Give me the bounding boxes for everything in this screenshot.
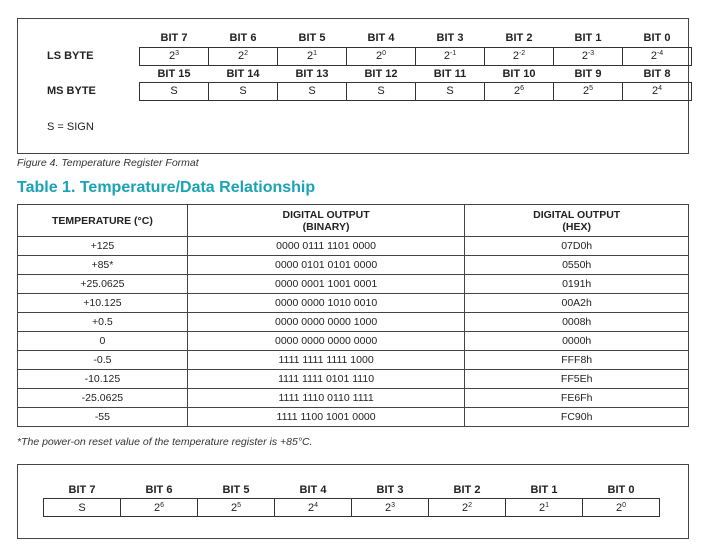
ls-bit-header: BIT 4 bbox=[367, 32, 395, 45]
binary-cell: 1111 1111 1111 1000 bbox=[187, 351, 465, 370]
binary-cell: 1111 1100 1001 0000 bbox=[187, 408, 465, 427]
temperature-cell: +85* bbox=[18, 256, 188, 275]
table1-footnote: *The power-on reset value of the temperature register is +85°C. bbox=[17, 436, 313, 448]
fig5-bit-header: BIT 0 bbox=[607, 484, 635, 496]
table-row bbox=[18, 275, 689, 294]
fig5-bit-header: BIT 4 bbox=[299, 484, 327, 496]
ls-bit-header: BIT 5 bbox=[298, 32, 326, 45]
hex-cell: 0550h bbox=[465, 256, 689, 275]
col-header-hex: DIGITAL OUTPUT (HEX) bbox=[465, 205, 689, 237]
temperature-cell: -55 bbox=[18, 408, 188, 427]
ls-bit-header: BIT 1 bbox=[574, 32, 602, 45]
temperature-cell: +10.125 bbox=[18, 294, 188, 313]
binary-cell: 1111 1110 0110 1111 bbox=[187, 389, 465, 408]
ls-bit-header: BIT 7 bbox=[160, 32, 188, 45]
hex-cell: FFF8h bbox=[465, 351, 689, 370]
ms-bit-value: $2^4$ bbox=[623, 82, 692, 100]
fig5-bit-value: $2^5$ bbox=[198, 499, 275, 517]
ms-bit-value: S bbox=[278, 82, 347, 100]
table-row bbox=[18, 294, 689, 313]
tos-register-format bbox=[43, 482, 660, 517]
binary-cell: 1111 1111 0101 1110 bbox=[187, 370, 465, 389]
ms-bit-value: $2^6$ bbox=[485, 82, 554, 100]
fig5-bit-value: $2^3$ bbox=[352, 499, 429, 517]
temperature-cell: 0 bbox=[18, 332, 188, 351]
table-header-row bbox=[18, 205, 689, 237]
ls-bit-header: BIT 6 bbox=[229, 32, 257, 45]
ls-bit-value: $2^0$ bbox=[347, 47, 416, 65]
table-row bbox=[18, 332, 689, 351]
ms-bit-value: S bbox=[347, 82, 416, 100]
table-row bbox=[18, 408, 689, 427]
fig5-bit-value: S bbox=[44, 499, 121, 517]
ls-byte-label: LS BYTE bbox=[47, 50, 94, 62]
hex-cell: FF5Eh bbox=[465, 370, 689, 389]
binary-cell: 0000 0000 0000 0000 bbox=[187, 332, 465, 351]
ls-bit-header: BIT 2 bbox=[505, 32, 533, 45]
fig5-bit-value: $2^6$ bbox=[121, 499, 198, 517]
ms-bit-header: BIT 15 bbox=[157, 67, 191, 80]
fig5-bit-header: BIT 5 bbox=[222, 484, 250, 496]
ls-bit-value: $2^{-4}$ bbox=[623, 47, 692, 65]
binary-cell: 0000 0001 1001 0001 bbox=[187, 275, 465, 294]
ms-bit-value: S bbox=[209, 82, 278, 100]
hex-cell: FE6Fh bbox=[465, 389, 689, 408]
ls-bit-header: BIT 0 bbox=[643, 32, 671, 45]
ls-bit-header: BIT 3 bbox=[436, 32, 464, 45]
ms-bit-value: S bbox=[140, 82, 209, 100]
fig5-header-row bbox=[44, 482, 660, 499]
ls-bit-value: $2^{-2}$ bbox=[485, 47, 554, 65]
table-row bbox=[18, 237, 689, 256]
table1-title: Table 1. Temperature/Data Relationship bbox=[17, 179, 316, 196]
table-row bbox=[18, 351, 689, 370]
hex-cell: 0000h bbox=[465, 332, 689, 351]
ms-bit-value: S bbox=[416, 82, 485, 100]
table-row bbox=[18, 370, 689, 389]
ms-bit-header: BIT 14 bbox=[226, 67, 260, 80]
ms-bit-header: BIT 9 bbox=[574, 67, 602, 80]
figure4-caption: Figure 4. Temperature Register Format bbox=[17, 157, 199, 169]
temperature-cell: +0.5 bbox=[18, 313, 188, 332]
fig5-bit-value: $2^2$ bbox=[429, 499, 506, 517]
fig5-value-row bbox=[44, 499, 660, 517]
binary-cell: 0000 0101 0101 0000 bbox=[187, 256, 465, 275]
ms-bit-header: BIT 10 bbox=[502, 67, 536, 80]
ls-header-row bbox=[47, 30, 692, 47]
temperature-data-table bbox=[17, 204, 689, 427]
ls-byte-row bbox=[47, 47, 692, 65]
ls-bit-value: $2^{-3}$ bbox=[554, 47, 623, 65]
hex-cell: 0191h bbox=[465, 275, 689, 294]
hex-cell: 0008h bbox=[465, 313, 689, 332]
temperature-cell: -0.5 bbox=[18, 351, 188, 370]
fig5-bit-header: BIT 3 bbox=[376, 484, 404, 496]
ms-bit-value: $2^5$ bbox=[554, 82, 623, 100]
ms-header-row bbox=[47, 65, 692, 82]
fig5-bit-header: BIT 2 bbox=[453, 484, 481, 496]
ls-bit-value: $2^{-1}$ bbox=[416, 47, 485, 65]
fig5-bit-header: BIT 6 bbox=[145, 484, 173, 496]
ms-byte-row bbox=[47, 82, 692, 100]
ls-bit-value: $2^1$ bbox=[278, 47, 347, 65]
hex-cell: 07D0h bbox=[465, 237, 689, 256]
fig5-bit-value: $2^1$ bbox=[506, 499, 583, 517]
ms-bit-header: BIT 8 bbox=[643, 67, 671, 80]
ms-byte-label: MS BYTE bbox=[47, 85, 96, 97]
binary-cell: 0000 0000 1010 0010 bbox=[187, 294, 465, 313]
ms-bit-header: BIT 13 bbox=[295, 67, 329, 80]
fig5-bit-value: $2^0$ bbox=[583, 499, 660, 517]
fig5-bit-header: BIT 1 bbox=[530, 484, 558, 496]
col-header-temperature: TEMPERATURE (°C) bbox=[18, 205, 188, 237]
fig5-bit-header: BIT 7 bbox=[68, 484, 96, 496]
hex-cell: 00A2h bbox=[465, 294, 689, 313]
ms-bit-header: BIT 11 bbox=[433, 67, 467, 80]
ms-bit-header: BIT 12 bbox=[364, 67, 398, 80]
binary-cell: 0000 0111 1101 0000 bbox=[187, 237, 465, 256]
ls-bit-value: $2^3$ bbox=[140, 47, 209, 65]
table-row bbox=[18, 389, 689, 408]
ls-bit-value: $2^2$ bbox=[209, 47, 278, 65]
table-row bbox=[18, 313, 689, 332]
temperature-cell: -25.0625 bbox=[18, 389, 188, 408]
hex-cell: FC90h bbox=[465, 408, 689, 427]
table-row bbox=[18, 256, 689, 275]
temperature-cell: -10.125 bbox=[18, 370, 188, 389]
sign-legend: S = SIGN bbox=[47, 121, 94, 133]
fig5-bit-value: $2^4$ bbox=[275, 499, 352, 517]
temperature-cell: +25.0625 bbox=[18, 275, 188, 294]
col-header-binary: DIGITAL OUTPUT (BINARY) bbox=[187, 205, 465, 237]
temperature-register-format bbox=[47, 30, 692, 101]
temperature-cell: +125 bbox=[18, 237, 188, 256]
binary-cell: 0000 0000 0000 1000 bbox=[187, 313, 465, 332]
